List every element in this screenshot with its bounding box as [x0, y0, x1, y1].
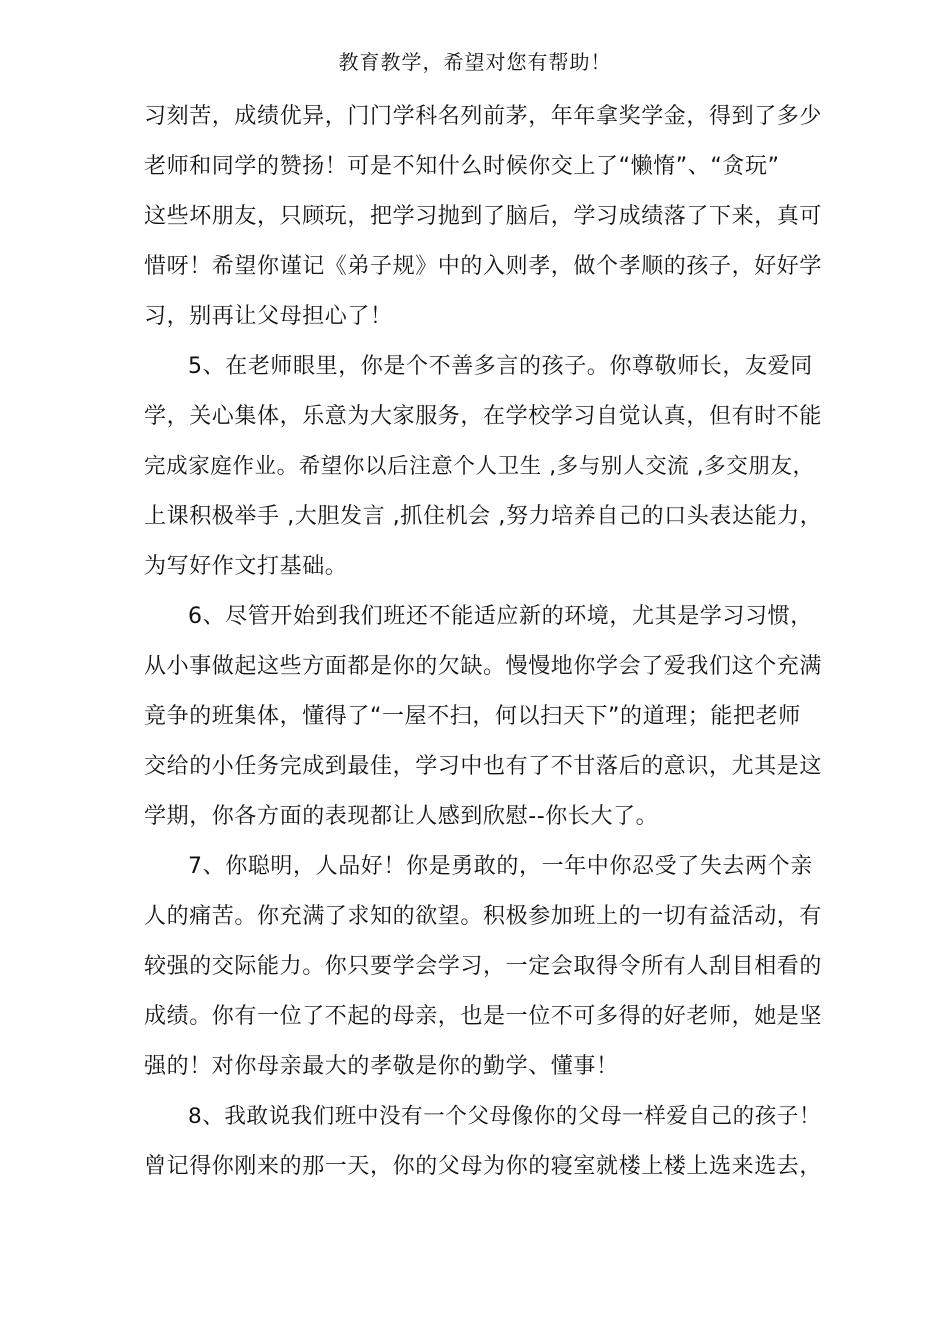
- document-body: [144, 98, 824, 1198]
- text-line: 成绩。你有一位了不起的母亲，也是一位不可多得的好老师，她是坚: [144, 1004, 823, 1029]
- text-line: 这些坏朋友，只顾玩，把学习抛到了脑后，学习成绩落了下来，真可: [144, 204, 823, 229]
- text-line: 习，别再让父母担心了！: [144, 304, 393, 329]
- paragraph-first-line: 6、尽管开始到我们班还不能适应新的环境，尤其是学习习惯，: [188, 604, 813, 629]
- text-line: 曾记得你刚来的那一天，你的父母为你的寝室就楼上楼上选来选去，: [144, 1154, 823, 1179]
- paragraph-first-line: 7、你聪明，人品好！你是勇敢的，一年中你忍受了失去两个亲: [188, 854, 813, 879]
- text-line: 为写好作文打基础。: [144, 554, 348, 579]
- text-line: 习刻苦，成绩优异，门门学科名列前茅，年年拿奖学金，得到了多少: [144, 104, 823, 129]
- text-line: 惜呀！希望你谨记《弟子规》中的入则孝，做个孝顺的孩子，好好学: [144, 254, 823, 279]
- text-line: 强的！对你母亲最大的孝敬是你的勤学、懂事！: [144, 1054, 619, 1079]
- paragraph-first-line: 5、在老师眼里，你是个不善多言的孩子。你尊敬师长，友爱同: [188, 354, 813, 379]
- text-line: 老师和同学的赞扬！可是不知什么时候你交上了“懒惰”、“贪玩”: [144, 154, 780, 179]
- text-line: 学，关心集体，乐意为大家服务，在学校学习自觉认真，但有时不能: [144, 404, 823, 429]
- text-line: 学期，你各方面的表现都让人感到欣慰--你长大了。: [144, 804, 659, 829]
- paragraph-first-line: 8、我敢说我们班中没有一个父母像你的父母一样爱自己的孩子！: [188, 1104, 822, 1129]
- text-line: 人的痛苦。你充满了求知的欲望。积极参加班上的一切有益活动，有: [144, 904, 823, 929]
- text-line: 较强的交际能力。你只要学会学习，一定会取得令所有人刮目相看的: [144, 954, 823, 979]
- text-line: 上课积极举手 ,大胆发言 ,抓住机会 ,努力培养自己的口头表达能力，: [144, 504, 823, 529]
- text-line: 竟争的班集体，懂得了“一屋不扫，何以扫天下”的道理；能把老师: [144, 704, 801, 729]
- page-header: 教育教学，希望对您有帮助！: [338, 50, 612, 74]
- text-line: 完成家庭作业。希望你以后注意个人卫生 ,多与别人交流 ,多交朋友，: [144, 454, 815, 479]
- text-line: 交给的小任务完成到最佳，学习中也有了不甘落后的意识，尤其是这: [144, 754, 823, 779]
- text-line: 从小事做起这些方面都是你的欠缺。慢慢地你学会了爱我们这个充满: [144, 654, 823, 679]
